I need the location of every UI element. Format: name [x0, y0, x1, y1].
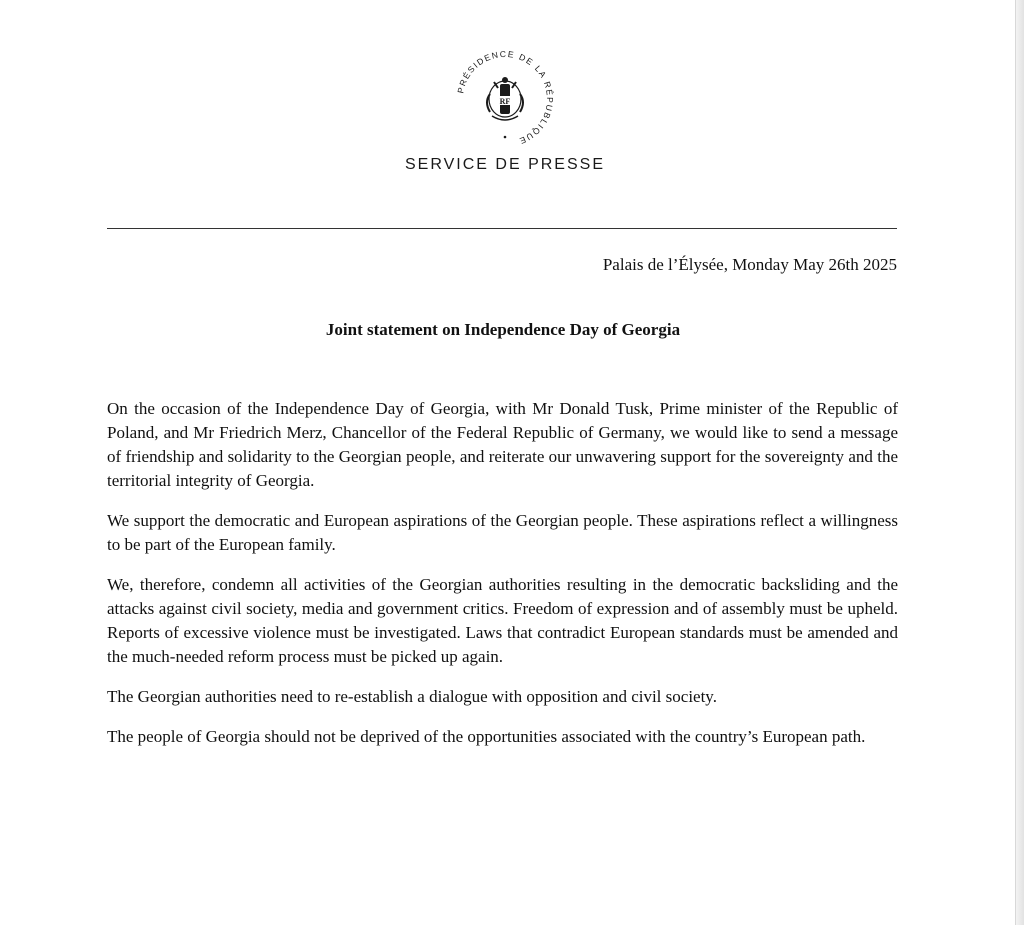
paragraph: The Georgian authorities need to re-establish a dialogue with opposition and civil society. — [107, 687, 717, 706]
paragraph: We, therefore, condemn all activities of the Georgian authorities resulting in the democratic backsliding and the attacks against civil society, media and government critics. Freedom of expression and of assembly must be upheld. Reports of excessive violence must be investigated. Laws that contradict European standards must be amended and the much-needed reform process must be picked up again. — [107, 575, 898, 666]
paragraph: We support the democratic and European aspirations of the Georgian people. These aspirations reflect a willingness to be part of the European family. — [107, 511, 898, 554]
page-edge — [1015, 0, 1024, 925]
seal-monogram: RF — [499, 97, 511, 106]
paragraph: On the occasion of the Independence Day of Georgia, with Mr Donald Tusk, Prime minister of the Republic of Poland, and Mr Friedrich Merz, Chancellor of the Federal Republic of Germany, we would like to send a message of friendship and solidarity to the Georgian people, and reiterate our unwavering support for the sovereignty and the territorial integrity of Georgia. — [107, 399, 898, 490]
seal-text: PRÉSIDENCE DE LA RÉPUBLIQUE — [455, 48, 556, 147]
header-divider — [107, 228, 897, 229]
statement-body — [107, 397, 898, 765]
press-service-heading: SERVICE DE PRESSE — [405, 156, 605, 173]
statement-title: Joint statement on Independence Day of Georgia — [325, 320, 681, 339]
presidency-seal — [450, 44, 560, 154]
dateline: Palais de l’Élysée, Monday May 26th 2025 — [602, 255, 897, 274]
paragraph: The people of Georgia should not be deprived of the opportunities associated with the country’s European path. — [107, 727, 866, 746]
